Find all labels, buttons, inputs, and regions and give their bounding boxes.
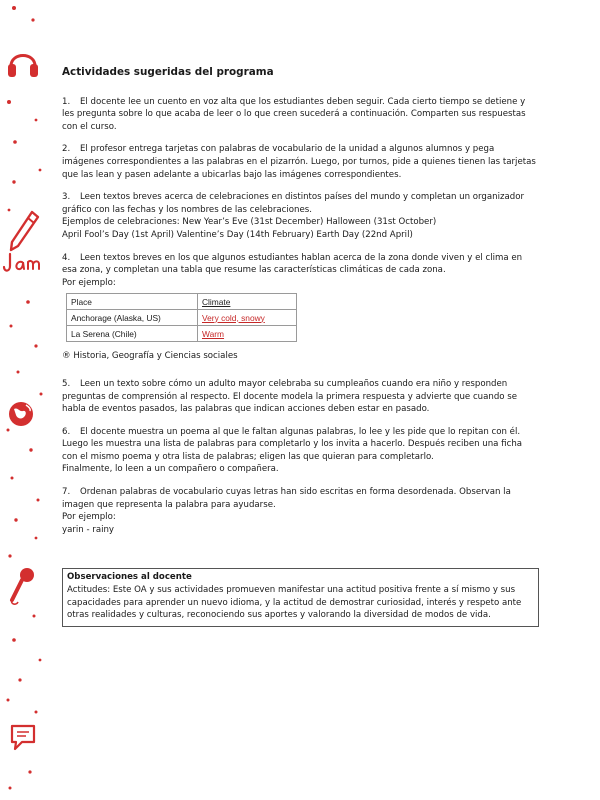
activity-number: 3. (62, 192, 71, 203)
headphones-icon (6, 44, 40, 82)
microphone-icon (8, 566, 38, 606)
activity-number: 5. (62, 378, 71, 389)
example-label: Por ejemplo: (62, 512, 116, 523)
jam-doodle-icon (2, 250, 46, 276)
activity-text: Leen textos breves en los que algunos estudiantes hablan acerca de la zona donde viven y el clima en esa zona, y completan una tabla que resume las características climáticas de cada zona. (62, 252, 523, 276)
pencil-icon (8, 210, 40, 254)
activity-number: 6. (62, 426, 71, 437)
speech-bubble-icon (8, 720, 42, 754)
activity-number: 4. (62, 252, 71, 263)
observations-title: Observaciones al docente (67, 572, 192, 583)
celebrations-examples-line-1: Ejemplos de celebraciones: New Year’s Eve (31st December) Halloween (31st October) (62, 217, 437, 228)
scrambled-word-example: yarin - rainy (62, 524, 115, 535)
table-header-row (67, 294, 297, 310)
teacher-observations-box (62, 568, 539, 626)
table-cell-climate: Warm (198, 326, 297, 342)
activity-1 (62, 96, 538, 134)
activity-text: El docente muestra un poema al que le faltan algunas palabras, lo lee y les pide que lo repitan con él. (80, 426, 521, 437)
activity-text: El profesor entrega tarjetas con palabras de vocabulario de la unidad a algunos alumnos y pega imágenes correspondientes a las palabras en el pizarrón. Luego, por turnos, pide a quienes tienen las tarjetas que las lean y pasen adelante a ubicarlas bajo las imágenes correspondientes. (62, 144, 536, 180)
table-cell-place: Anchorage (Alaska, US) (67, 310, 198, 326)
main-content (62, 66, 538, 627)
activity-2 (62, 143, 538, 181)
activity-6-final: Finalmente, lo leen a un compañero o compañera. (62, 464, 279, 475)
activity-5 (62, 378, 538, 416)
table-row (67, 310, 297, 326)
observations-body: Actitudes: Este OA y sus actividades promueven manifestar una actitud positiva frente a sí mismo y sus capacidades para aprender un nuevo idioma, y la actitud de demostrar curiosidad, interés y respeto ante otras realidades y culturas, reconociendo sus aportes y valorando la diversidad de modos de vida. (67, 585, 522, 621)
globe-icon (5, 398, 37, 430)
activity-text: Leen textos breves acerca de celebraciones en distintos países del mundo y completan un organizador gráfico con las fechas y los nombres de las celebraciones. (62, 192, 524, 215)
example-label: Por ejemplo: (62, 277, 116, 288)
activity-6 (62, 426, 538, 476)
activity-text: El docente lee un cuento en voz alta que los estudiantes deben seguir. Cada cierto tiempo se detiene y les pregunta sobre lo que acaba de leer o lo que creen sucederá a continuación. Comparten sus respuestas con el curso. (62, 96, 526, 132)
activity-number: 7. (62, 487, 71, 498)
table-cell-climate: Very cold, snowy (198, 310, 297, 326)
activity-3 (62, 191, 538, 241)
activity-number: 1. (62, 96, 71, 107)
celebrations-examples-line-2: April Fool’s Day (1st April) Valentine’s Day (14th February) Earth Day (22nd April) (62, 229, 413, 240)
activity-text: Ordenan palabras de vocabulario cuyas letras han sido escritas en forma desordenada. Observan la imagen que representa la palabra para ayudarse. (62, 487, 511, 510)
activity-7 (62, 486, 538, 536)
table-row (67, 326, 297, 342)
activity-text: Leen un texto sobre cómo un adulto mayor celebraba su cumpleaños cuando era niño y responden preguntas de comprensión al respecto. El docente modela la primera respuesta y advierte que cuando se habla de eventos pasados, las palabras que indican acciones deben estar en pasado. (62, 378, 518, 415)
activity-6-continuation: Luego les muestra una lista de palabras para completarlo y los invita a hacerlo. Después reciben una ficha con el mismo poema y otra lista de palabras; eligen las que quieran para completarlo. (62, 439, 523, 462)
table-cell-place: La Serena (Chile) (67, 326, 198, 342)
table-header-place: Place (67, 294, 198, 310)
activity-4 (62, 252, 538, 290)
subject-reference: ® Historia, Geografía y Ciencias sociales (62, 351, 238, 362)
table-header-climate: Climate (198, 294, 297, 310)
climate-table (66, 293, 297, 342)
page-title: Actividades sugeridas del programa (62, 66, 274, 78)
activity-number: 2. (62, 144, 71, 155)
